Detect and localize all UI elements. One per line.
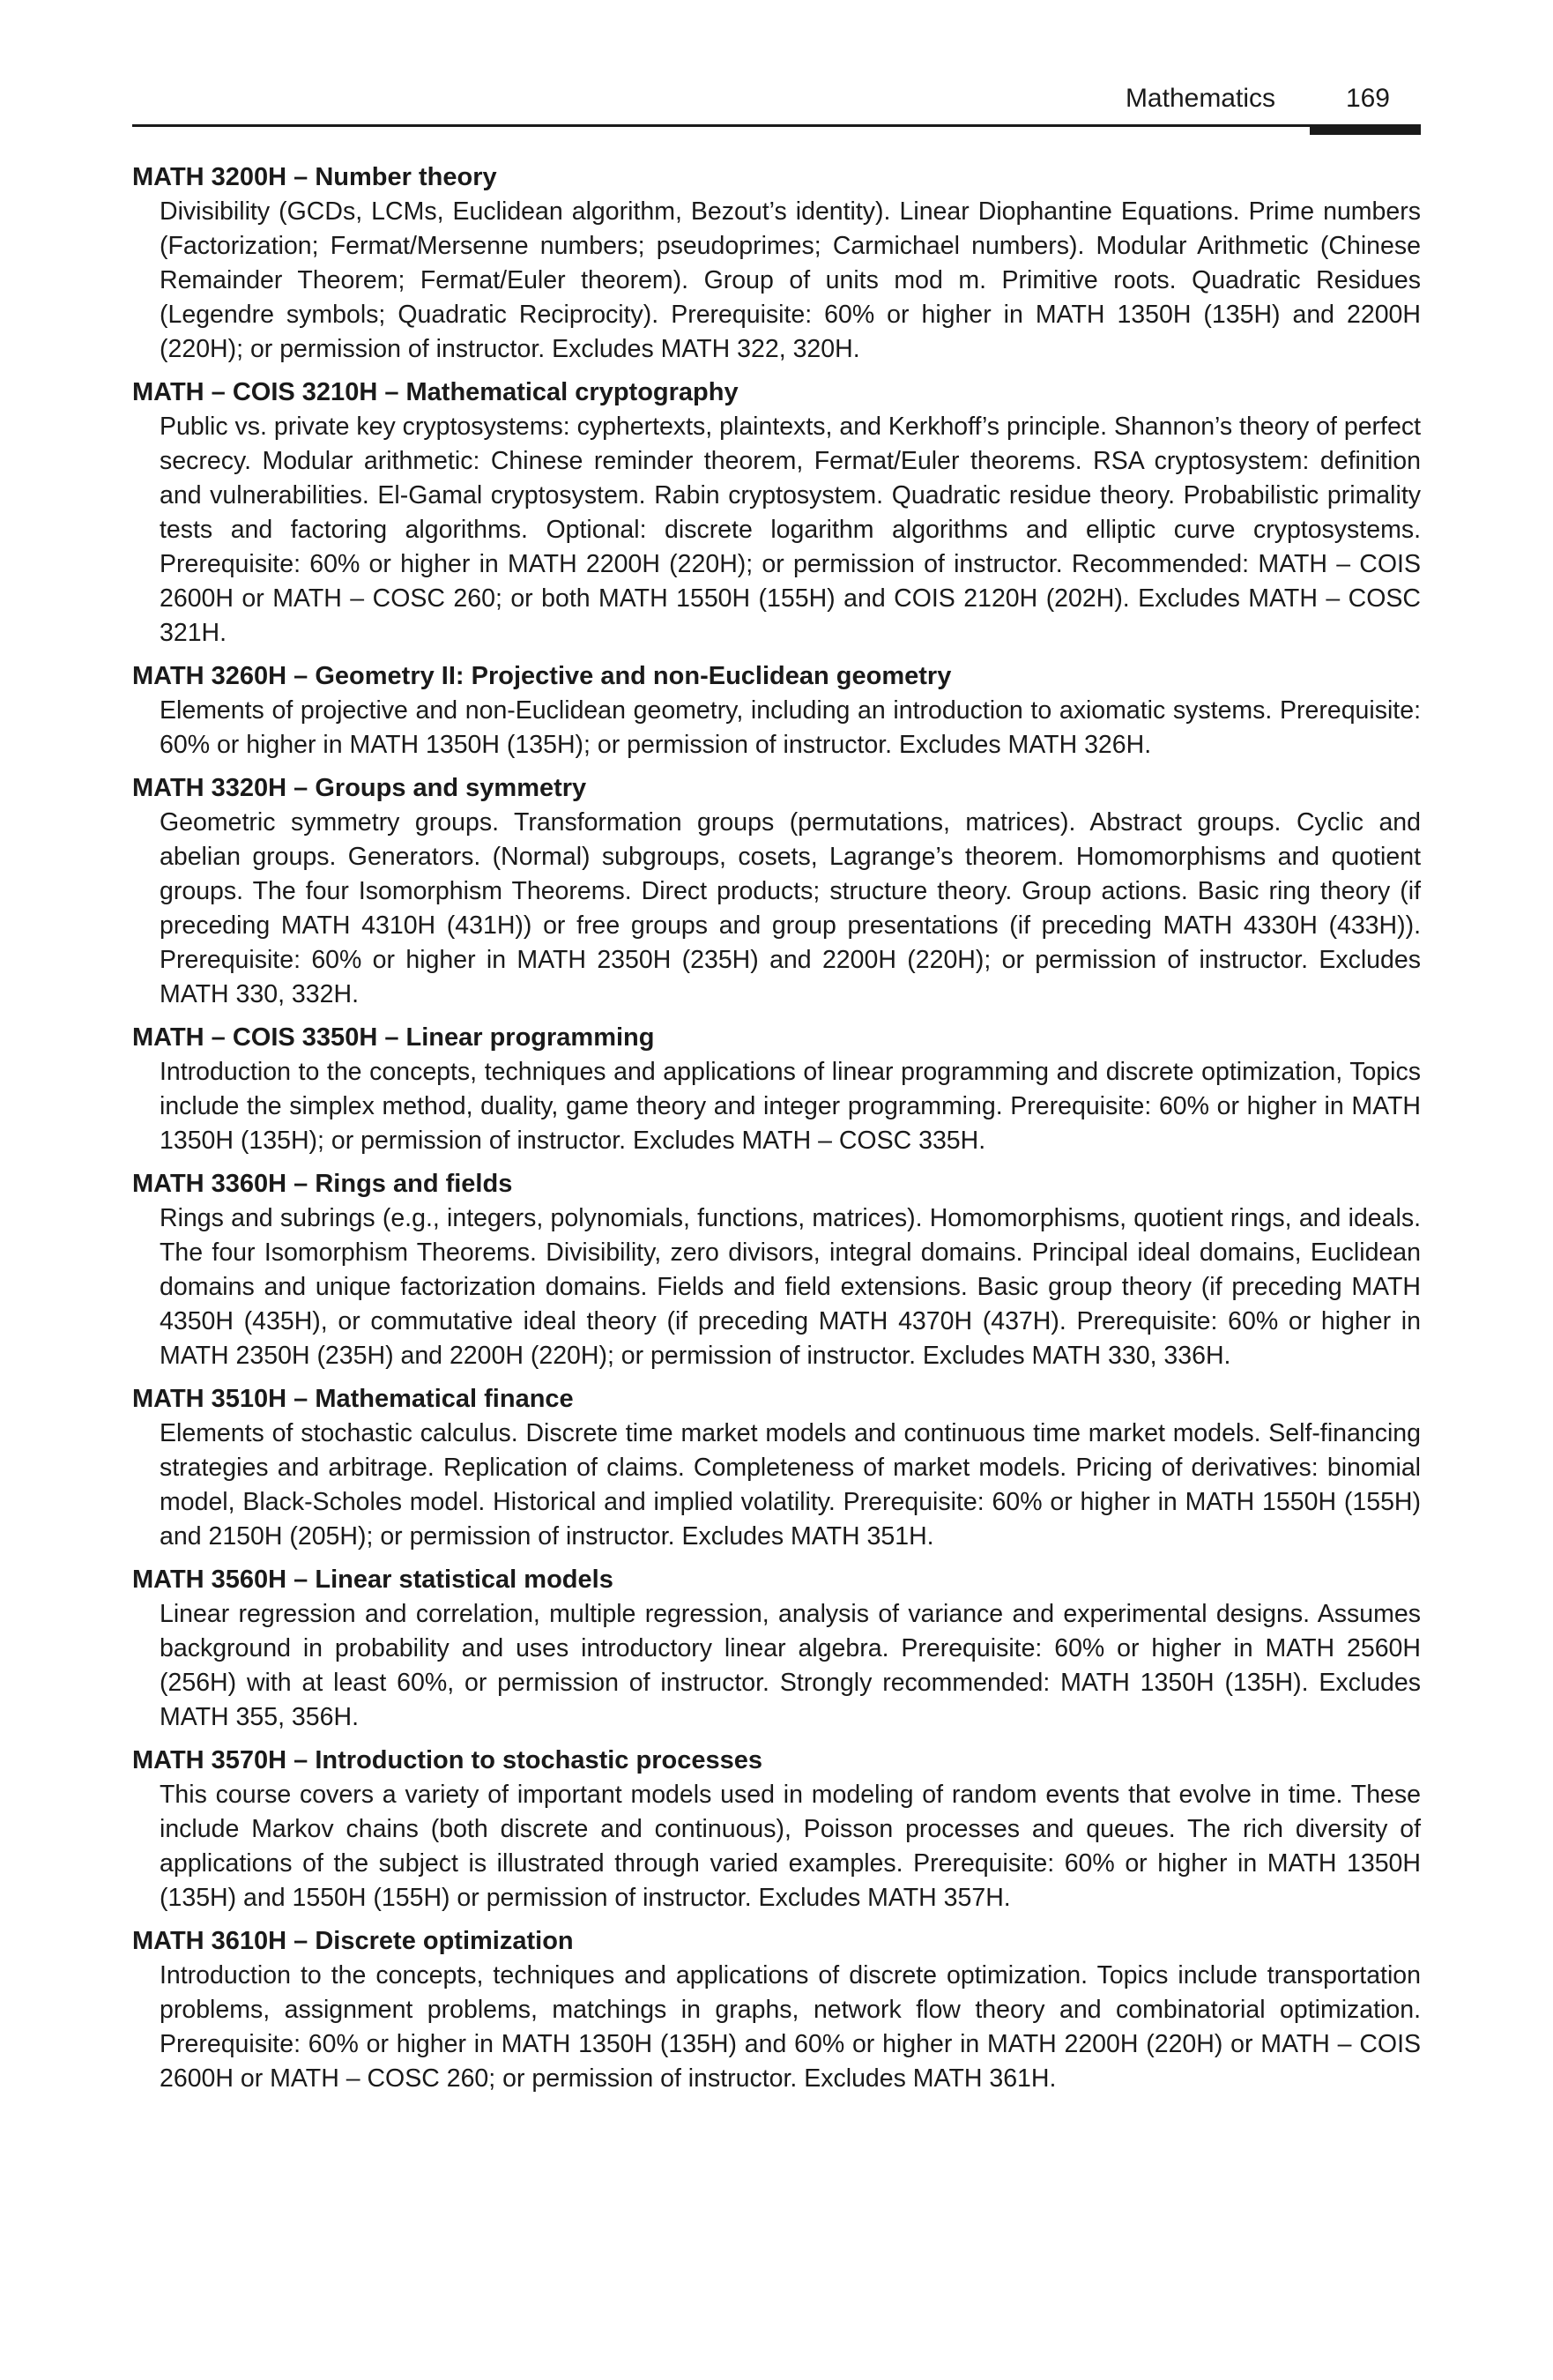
header-tab-marker [1310, 124, 1421, 135]
course-entry-math-cois-3350h [132, 1021, 1421, 1158]
course-entry-math-3360h [132, 1167, 1421, 1373]
course-description: Introduction to the concepts, techniques and applications of discrete optimization. Topics include transportation problems, assignment problems, matchings in graphs, network flow theory and combinatorial optimization. Prerequisite: 60% or higher in MATH 1350H (135H) and 60% or higher in MATH 2200H (220H) or MATH – COIS 2600H or MATH – COSC 260; or permission of instructor. Excludes MATH 361H. [160, 1961, 1421, 2093]
course-entry-math-3200h [132, 160, 1421, 367]
course-title: MATH 3570H – Introduction to stochastic processes [132, 1746, 762, 1774]
course-title: MATH 3200H – Number theory [132, 163, 497, 191]
course-title: MATH – COIS 3350H – Linear programming [132, 1023, 655, 1052]
course-description: This course covers a variety of important models used in modeling of random events that evolve in time. These include Markov chains (both discrete and continuous), Poisson processes and queues. The rich diversity of applications of the subject is illustrated through varied examples. Prerequisite: 60% or higher in MATH 1350H (135H) and 1550H (155H) or permission of instructor. Excludes MATH 357H. [160, 1781, 1421, 1912]
course-title: MATH 3560H – Linear statistical models [132, 1566, 613, 1594]
header-rule [132, 124, 1421, 127]
course-title: MATH 3610H – Discrete optimization [132, 1927, 574, 1955]
course-title: MATH 3320H – Groups and symmetry [132, 774, 587, 802]
course-entry-math-3260h [132, 659, 1421, 762]
course-description: Elements of projective and non-Euclidean geometry, including an introduction to axiomatic systems. Prerequisite: 60% or higher in MATH 1350H (135H); or permission of instructor. Excludes MATH 326H. [160, 696, 1421, 759]
course-list [132, 160, 1421, 2105]
course-description: Geometric symmetry groups. Transformation groups (permutations, matrices). Abstract groups. Cyclic and abelian groups. Generators. (Normal) subgroups, cosets, Lagrange’s theorem. Homomorphisms and quotient groups. The four Isomorphism Theorems. Direct products; structure theory. Group actions. Basic ring theory (if preceding MATH 4310H (431H)) or free groups and group presentations (if preceding MATH 4330H (433H)). Prerequisite: 60% or higher in MATH 2350H (235H) and 2200H (220H); or permission of instructor. Excludes MATH 330, 332H. [160, 808, 1421, 1008]
course-title: MATH 3360H – Rings and fields [132, 1170, 513, 1198]
course-title: MATH 3510H – Mathematical finance [132, 1385, 574, 1413]
running-header [132, 81, 1421, 127]
course-entry-math-3570h [132, 1744, 1421, 1915]
course-title: MATH – COIS 3210H – Mathematical cryptography [132, 378, 739, 406]
course-entry-math-3560h [132, 1563, 1421, 1735]
course-entry-math-cois-3210h [132, 376, 1421, 651]
course-description: Elements of stochastic calculus. Discrete time market models and continuous time market models. Self-financing strategies and arbitrage. Replication of claims. Completeness of market models. Pricing of derivatives: binomial model, Black-Scholes model. Historical and implied volatility. Prerequisite: 60% or higher in MATH 1550H (155H) and 2150H (205H); or permission of instructor. Excludes MATH 351H. [160, 1419, 1421, 1551]
course-description: Rings and subrings (e.g., integers, polynomials, functions, matrices). Homomorphisms, quotient rings, and ideals. The four Isomorphism Theorems. Divisibility, zero divisors, integral domains. Principal ideal domains, Euclidean domains and unique factorization domains. Fields and field extensions. Basic group theory (if preceding MATH 4350H (435H), or commutative ideal theory (if preceding MATH 4370H (437H). Prerequisite: 60% or higher in MATH 2350H (235H) and 2200H (220H); or permission of instructor. Excludes MATH 330, 336H. [160, 1204, 1421, 1370]
course-entry-math-3610h [132, 1924, 1421, 2096]
course-description: Public vs. private key cryptosystems: cyphertexts, plaintexts, and Kerkhoff’s principle. Shannon’s theory of perfect secrecy. Modular arithmetic: Chinese reminder theorem, Fermat/Euler theorems. RSA cryptosystem: definition and vulnerabilities. El-Gamal cryptosystem. Rabin cryptosystem. Quadratic residue theory. Probabilistic primality tests and factoring algorithms. Optional: discrete logarithm algorithms and elliptic curve cryptosystems. Prerequisite: 60% or higher in MATH 2200H (220H); or permission of instructor. Recommended: MATH – COIS 2600H or MATH – COSC 260; or both MATH 1550H (155H) and COIS 2120H (202H). Excludes MATH – COSC 321H. [160, 413, 1421, 647]
course-description: Linear regression and correlation, multiple regression, analysis of variance and experimental designs. Assumes background in probability and uses introductory linear algebra. Prerequisite: 60% or higher in MATH 2560H (256H) with at least 60%, or permission of instructor. Strongly recommended: MATH 1350H (135H). Excludes MATH 355, 356H. [160, 1600, 1421, 1731]
course-entry-math-3320h [132, 771, 1421, 1012]
course-description: Introduction to the concepts, techniques and applications of linear programming and discrete optimization, Topics include the simplex method, duality, game theory and integer programming. Prerequisite: 60% or higher in MATH 1350H (135H); or permission of instructor. Excludes MATH – COSC 335H. [160, 1058, 1421, 1155]
page-number: 169 [1345, 84, 1390, 113]
course-entry-math-3510h [132, 1382, 1421, 1554]
course-description: Divisibility (GCDs, LCMs, Euclidean algorithm, Bezout’s identity). Linear Diophantine Equations. Prime numbers (Factorization; Fermat/Mersenne numbers; pseudoprimes; Carmichael numbers). Modular Arithmetic (Chinese Remainder Theorem; Fermat/Euler theorem). Group of units mod m. Primitive roots. Quadratic Residues (Legendre symbols; Quadratic Reciprocity). Prerequisite: 60% or higher in MATH 1350H (135H) and 2200H (220H); or permission of instructor. Excludes MATH 322, 320H. [160, 197, 1421, 363]
course-title: MATH 3260H – Geometry II: Projective and non-Euclidean geometry [132, 662, 952, 690]
header-section-title: Mathematics [1125, 84, 1275, 113]
